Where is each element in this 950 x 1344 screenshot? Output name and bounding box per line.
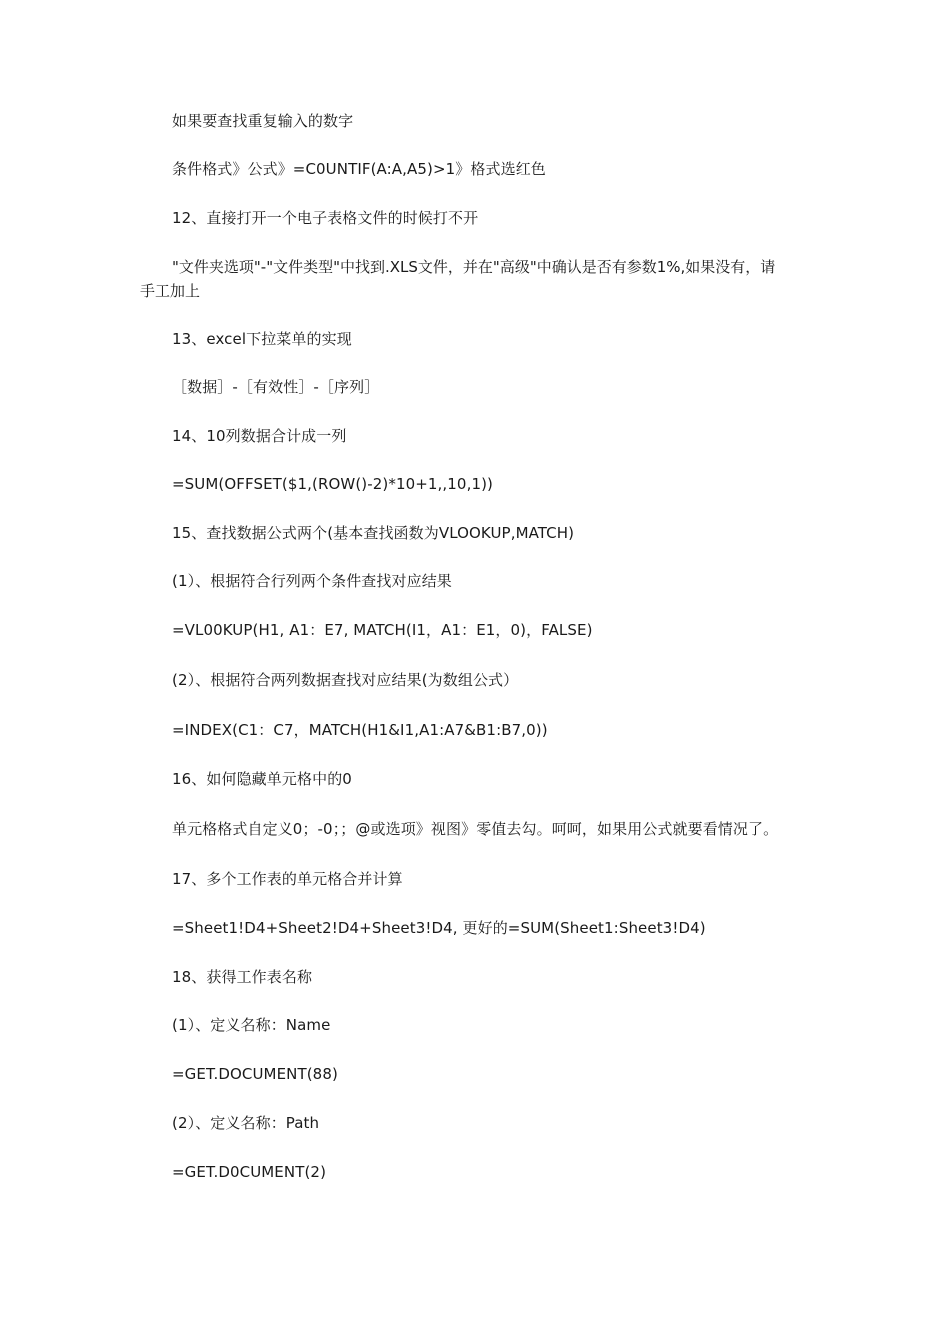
formula-line: =SUM(OFFSET($1,(ROW()-2)*10+1,,10,1)) [172, 475, 493, 493]
text-line: (1）、根据符合行列两个条件查找对应结果 [172, 572, 452, 590]
formula-line: =Sheet1!D4+Sheet2!D4+Sheet3!D4, 更好的=SUM(Sheet1:Sheet3!D4) [172, 919, 706, 937]
section-heading-13: 13、excel下拉菜单的实现 [172, 330, 352, 348]
formula-line: =GET.D0CUMENT(2) [172, 1163, 327, 1181]
formula-line: =INDEX(C1：C7，MATCH(H1&I1,A1:A7&B1:B7,0)) [172, 721, 548, 739]
formula-line: =GET.DOCUMENT(88) [172, 1065, 338, 1083]
formula-line: =VL00KUP(H1, A1：E7, MATCH(I1，A1：E1，0)，FALSE) [172, 621, 593, 639]
text-line: 条件格式》公式》=C0UNTIF(A:A,A5)>1》格式选红色 [172, 160, 546, 178]
text-line: (1）、定义名称：Name [172, 1016, 331, 1034]
section-heading-12: 12、直接打开一个电子表格文件的时候打不开 [172, 209, 479, 227]
section-heading-18: 18、获得工作表名称 [172, 968, 313, 986]
text-line: (2）、定义名称：Path [172, 1114, 320, 1132]
text-line: 手工加上 [140, 282, 201, 300]
section-heading-17: 17、多个工作表的单元格合并计算 [172, 870, 403, 888]
section-heading-16: 16、如何隐藏单元格中的0 [172, 770, 352, 788]
text-paragraph [140, 255, 820, 303]
text-line: (2）、根据符合两列数据查找对应结果(为数组公式） [172, 671, 519, 689]
text-line: 单元格格式自定义0；-0；；@或选项》视图》零值去勾。呵呵，如果用公式就要看情况了。 [172, 820, 779, 838]
text-line: 如果要查找重复输入的数字 [172, 112, 354, 130]
text-line: ［数据］-［有效性］-［序列］ [172, 378, 380, 396]
text-line: "文件夹选项"-"文件类型"中找到.XLS文件，并在"高级"中确认是否有参数1%,如果没有，请 [172, 258, 776, 276]
section-heading-14: 14、10列数据合计成一列 [172, 427, 347, 445]
section-heading-15: 15、查找数据公式两个(基本查找函数为VLOOKUP,MATCH) [172, 524, 575, 542]
